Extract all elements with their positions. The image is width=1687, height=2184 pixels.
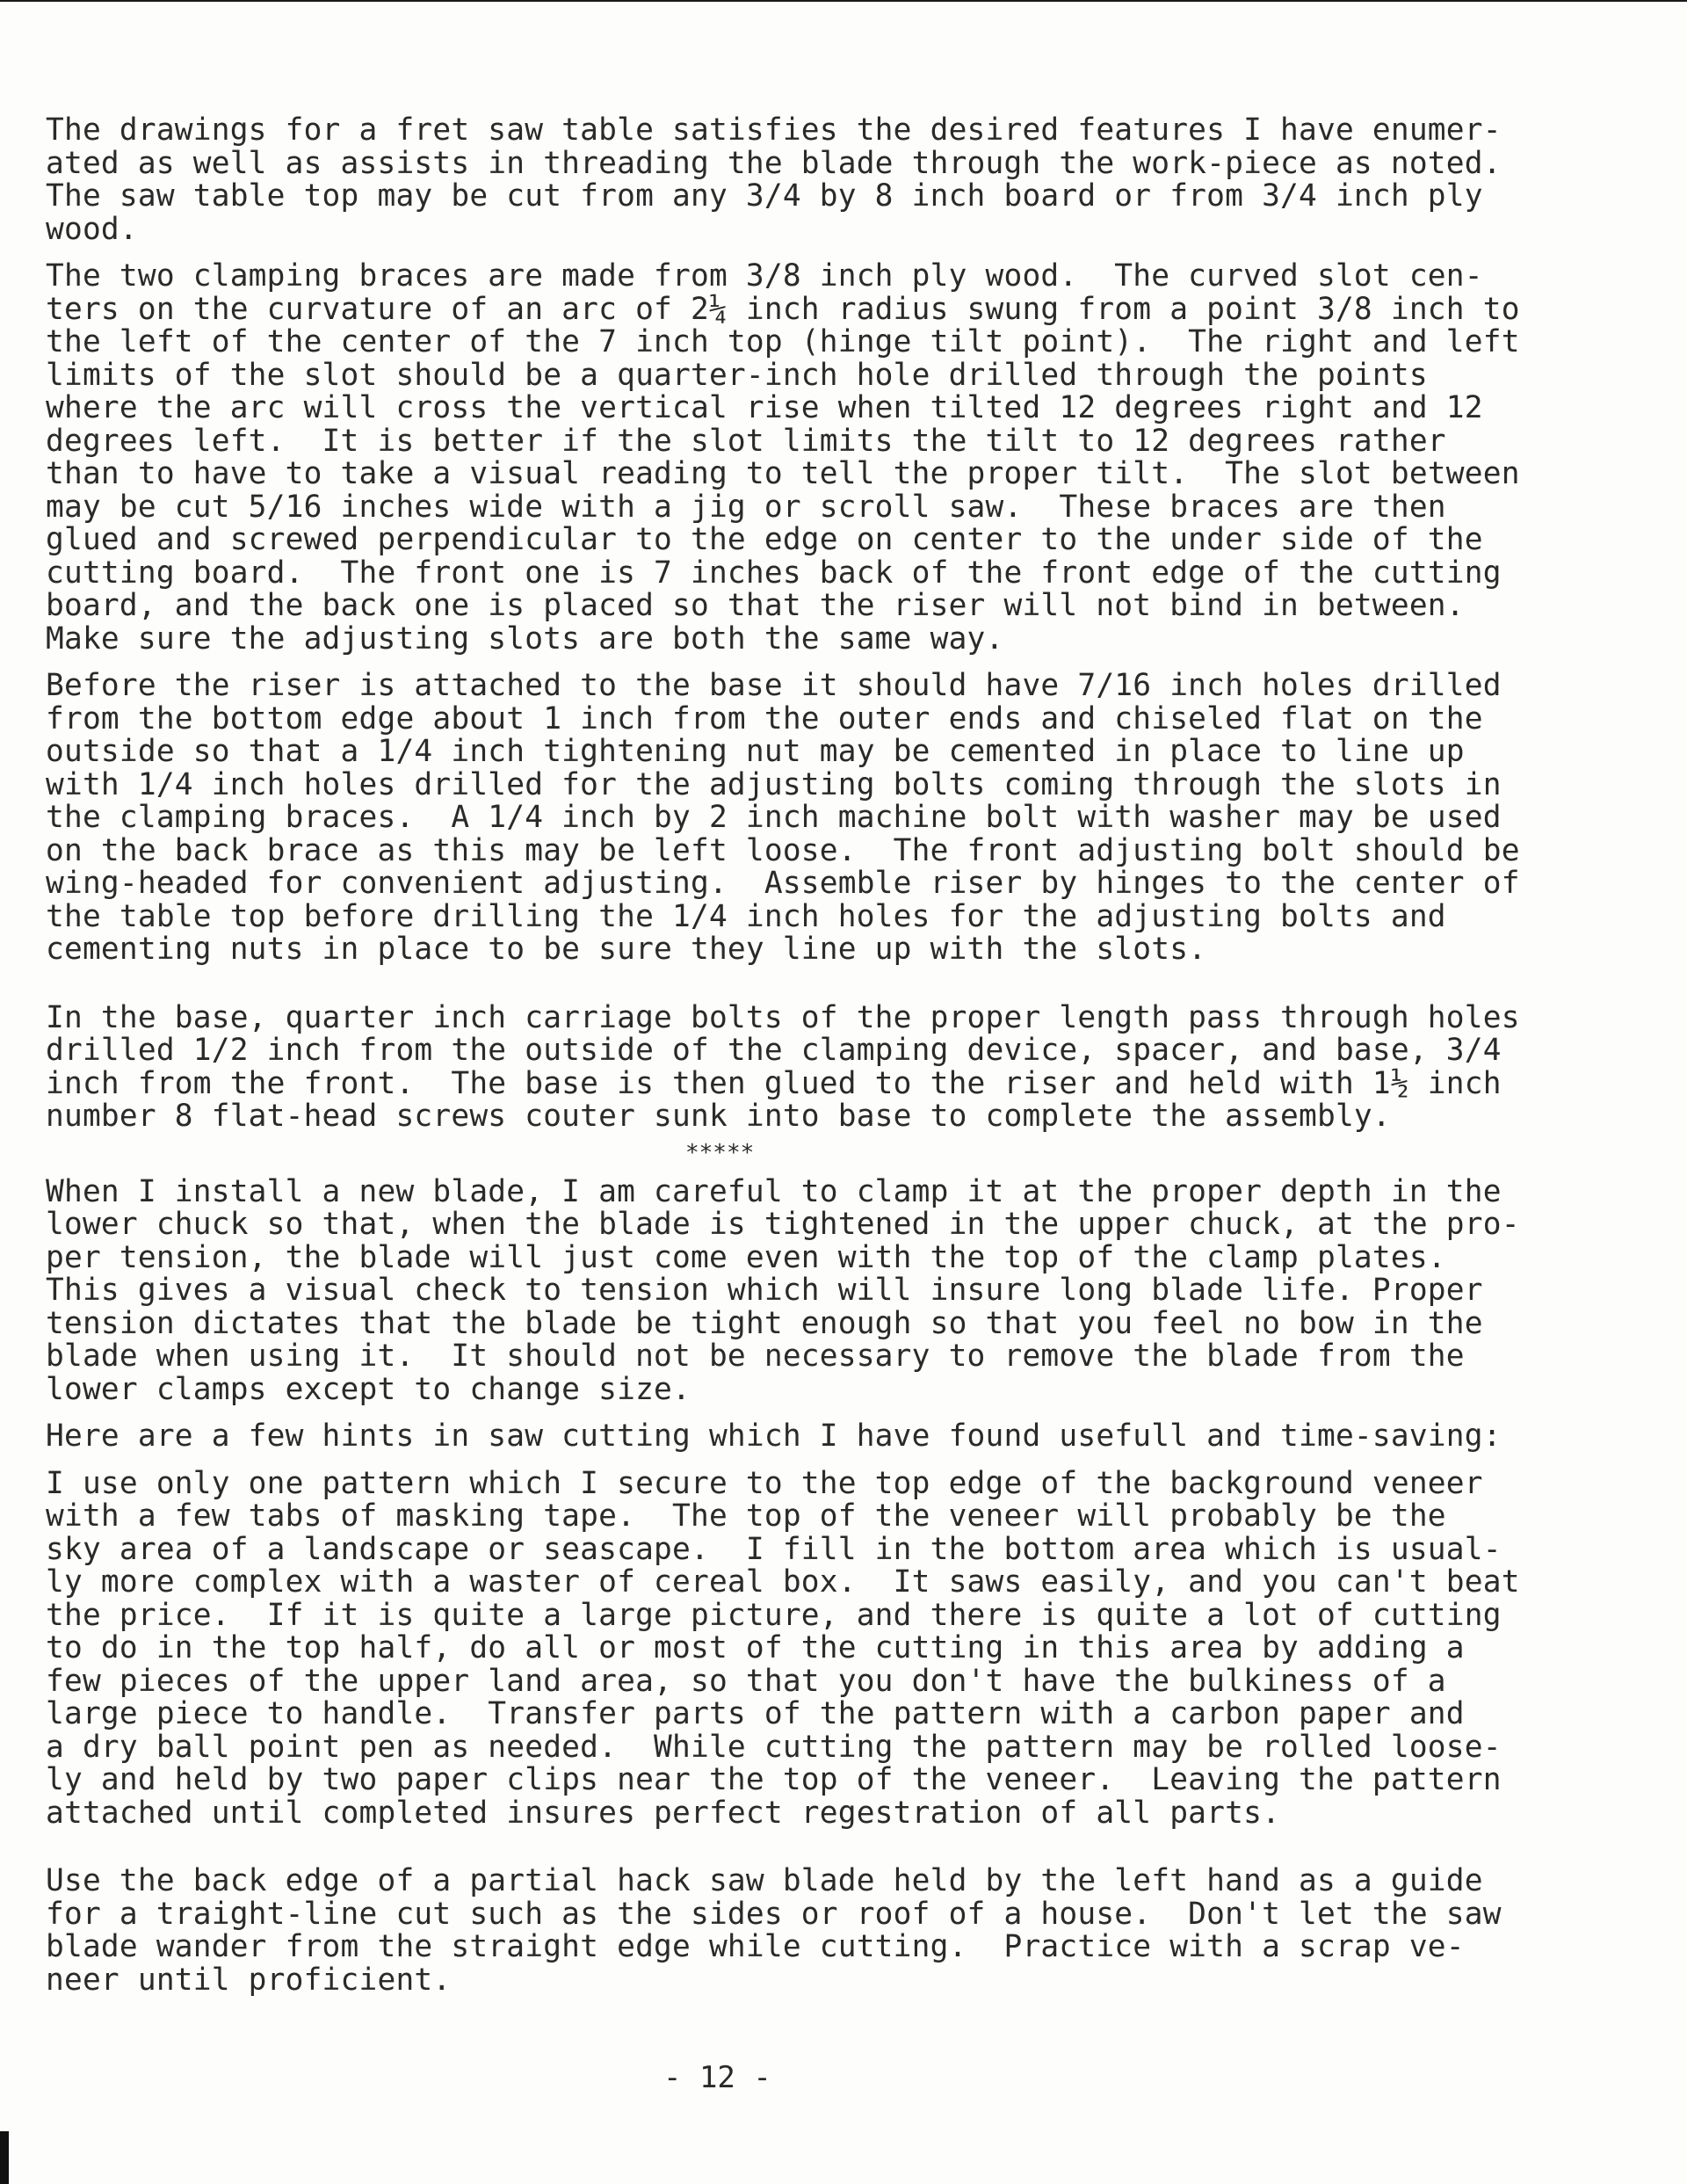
text-line: with 1/4 inch holes drilled for the adjusting bolts coming through the slots in bbox=[46, 766, 1502, 802]
text-line: per tension, the blade will just come even with the top of the clamp plates. bbox=[46, 1239, 1446, 1275]
text-line: for a traight-line cut such as the sides or roof of a house. Don't let the saw bbox=[46, 1896, 1502, 1932]
text-line: neer until proficient. bbox=[46, 1962, 452, 1998]
text-line: limits of the slot should be a quarter-inch hole drilled through the points bbox=[46, 357, 1428, 393]
paragraph-saw-table bbox=[46, 114, 1654, 246]
text-line: cementing nuts in place to be sure they line up with the slots. bbox=[46, 932, 1207, 967]
paragraph-hints-intro bbox=[46, 1420, 1654, 1454]
text-line: board, and the back one is placed so that the riser will not bind in between. bbox=[46, 588, 1465, 623]
text-line: than to have to take a visual reading to tell the proper tilt. The slot between bbox=[46, 456, 1520, 491]
text-line: cutting board. The front one is 7 inches back of the front edge of the cutting bbox=[46, 555, 1502, 591]
text-line: lower chuck so that, when the blade is tightened in the upper chuck, at the pro- bbox=[46, 1207, 1520, 1242]
section-separator: ***** bbox=[685, 1139, 755, 1166]
text-line: lower clamps except to change size. bbox=[46, 1371, 691, 1407]
paragraph-new-blade bbox=[46, 1173, 1654, 1407]
text-line: a dry ball point pen as needed. While cutting the pattern may be rolled loose- bbox=[46, 1729, 1502, 1765]
text-line: attached until completed insures perfect regestration of all parts. bbox=[46, 1795, 1281, 1831]
text-line: the left of the center of the 7 inch top (hinge tilt point). The right and left bbox=[46, 324, 1520, 359]
text-line: blade when using it. It should not be necessary to remove the blade from the bbox=[46, 1339, 1465, 1374]
top-edge-rule bbox=[0, 0, 1687, 2]
text-line: tension dictates that the blade be tight enough so that you feel no bow in the bbox=[46, 1305, 1483, 1341]
text-line: outside so that a 1/4 inch tightening nut may be cemented in place to line up bbox=[46, 734, 1465, 769]
text-line: wood. bbox=[46, 211, 138, 247]
text-line: where the arc will cross the vertical rise when tilted 12 degrees right and 12 bbox=[46, 390, 1483, 425]
scan-edge-mark bbox=[0, 2131, 9, 2184]
text-line: In the base, quarter inch carriage bolts of the proper length pass through holes bbox=[46, 999, 1520, 1035]
text-line: sky area of a landscape or seascape. I fill in the bottom area which is usual- bbox=[46, 1531, 1502, 1567]
text-line: wing-headed for convenient adjusting. Assemble riser by hinges to the center of bbox=[46, 866, 1520, 901]
text-line: the clamping braces. A 1/4 inch by 2 inch machine bolt with washer may be used bbox=[46, 800, 1502, 835]
paragraph-clamping-braces bbox=[46, 260, 1654, 656]
text-line: drilled 1/2 inch from the outside of the clamping device, spacer, and base, 3/4 bbox=[46, 1033, 1502, 1068]
text-line: The two clamping braces are made from 3/8 inch ply wood. The curved slot cen- bbox=[46, 258, 1483, 294]
text-line: from the bottom edge about 1 inch from the outer ends and chiseled flat on the bbox=[46, 700, 1483, 736]
text-line: ly and held by two paper clips near the top of the veneer. Leaving the pattern bbox=[46, 1762, 1502, 1797]
text-line: number 8 flat-head screws couter sunk into base to complete the assembly. bbox=[46, 1099, 1391, 1134]
paragraph-pattern bbox=[46, 1465, 1654, 1831]
text-line: Here are a few hints in saw cutting which I have found usefull and time-saving: bbox=[46, 1419, 1502, 1454]
text-line: The drawings for a fret saw table satisfies the desired features I have enumer- bbox=[46, 112, 1502, 148]
text-line: When I install a new blade, I am careful to clamp it at the proper depth in the bbox=[46, 1173, 1502, 1209]
text-line: Make sure the adjusting slots are both the same way. bbox=[46, 620, 1004, 657]
text-line: ated as well as assists in threading the blade through the work-piece as noted. bbox=[46, 145, 1502, 181]
text-line: the table top before drilling the 1/4 inch holes for the adjusting bolts and bbox=[46, 898, 1446, 934]
text-line: to do in the top half, do all or most of the cutting in this area by adding a bbox=[46, 1630, 1465, 1665]
text-line: ters on the curvature of an arc of 2¼ inch radius swung from a point 3/8 inch to bbox=[46, 291, 1520, 327]
paragraph-gap bbox=[46, 1830, 1654, 1865]
text-line: large piece to handle. Transfer parts of the pattern with a carbon paper and bbox=[46, 1696, 1465, 1731]
text-line: blade wander from the straight edge while cutting. Practice with a scrap ve- bbox=[46, 1929, 1465, 1964]
text-line: The saw table top may be cut from any 3/4 by 8 inch board or from 3/4 inch ply bbox=[46, 178, 1483, 214]
text-line: ly more complex with a waster of cereal box. It saws easily, and you can't beat bbox=[46, 1564, 1520, 1600]
text-line: Use the back edge of a partial hack saw blade held by the left hand as a guide bbox=[46, 1863, 1483, 1898]
text-line: glued and screwed perpendicular to the edge on center to the under side of the bbox=[46, 522, 1483, 557]
text-line: Before the riser is attached to the base it should have 7/16 inch holes drilled bbox=[46, 668, 1502, 703]
text-line: may be cut 5/16 inches wide with a jig or scroll saw. These braces are then bbox=[46, 489, 1446, 525]
text-line: few pieces of the upper land area, so that you don't have the bulkiness of a bbox=[46, 1663, 1446, 1699]
text-line: inch from the front. The base is then glued to the riser and held with 1½ inch bbox=[46, 1065, 1502, 1101]
paragraph-straight-cut bbox=[46, 1865, 1654, 1997]
paragraph-riser bbox=[46, 670, 1654, 967]
text-line: the price. If it is quite a large picture, and there is quite a lot of cutting bbox=[46, 1597, 1502, 1633]
text-line: with a few tabs of masking tape. The top of the veneer will probably be the bbox=[46, 1498, 1446, 1534]
text-line: degrees left. It is better if the slot limits the tilt to 12 degrees rather bbox=[46, 423, 1446, 459]
document-page bbox=[46, 114, 1654, 1997]
paragraph-gap bbox=[46, 967, 1654, 1002]
text-line: This gives a visual check to tension which will insure long blade life. Proper bbox=[46, 1273, 1483, 1308]
page-number: - 12 - bbox=[663, 2060, 771, 2095]
text-line: on the back brace as this may be left loose. The front adjusting bolt should be bbox=[46, 832, 1520, 868]
paragraph-base bbox=[46, 999, 1654, 1134]
text-line: I use only one pattern which I secure to the top edge of the background veneer bbox=[46, 1465, 1483, 1501]
